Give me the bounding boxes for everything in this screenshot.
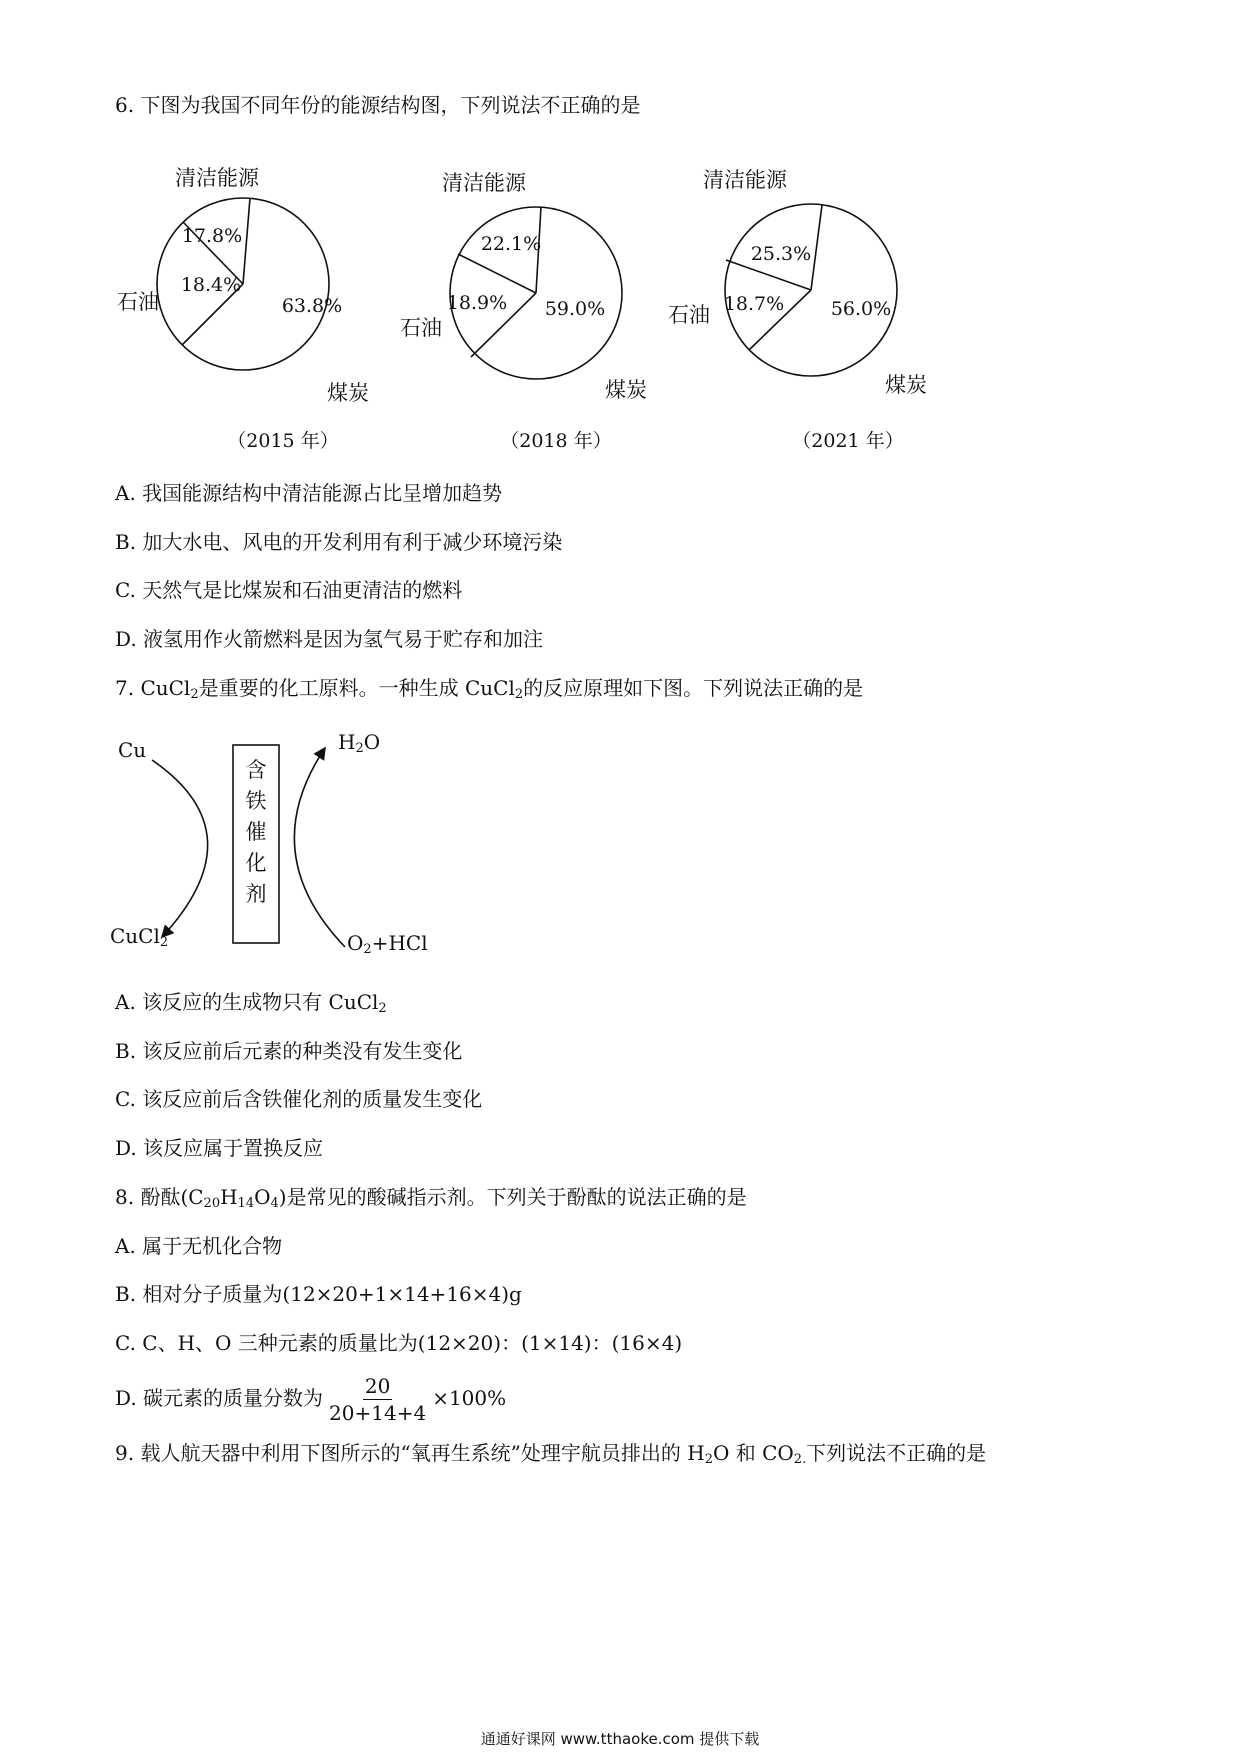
footer-download-credit: 通通好课网 www.tthaoke.com 提供下载 <box>480 1730 760 1748</box>
q6-option-a: A. 我国能源结构中清洁能源占比呈增加趋势 <box>115 481 503 505</box>
pie-slice-divider <box>811 205 822 290</box>
q8-option-a: A. 属于无机化合物 <box>115 1234 283 1258</box>
slice-value-oil: 18.9% <box>446 292 508 314</box>
slice-value-coal: 56.0% <box>830 298 892 320</box>
q8-option-d: D. 碳元素的质量分数为 $\frac{20}{20+14+4}$ ×100% <box>115 1374 507 1425</box>
slice-label-coal: 煤炭 <box>885 373 927 397</box>
label-cu: Cu <box>118 738 147 762</box>
slice-label-oil: 石油 <box>117 290 159 314</box>
slice-value-oil: 18.4% <box>180 274 242 296</box>
q7-option-a: A. 该反应的生成物只有 CuCl$_2$ <box>115 990 387 1016</box>
slice-value-clean: 25.3% <box>750 243 812 265</box>
chart-year-label: （2015 年） <box>227 430 339 452</box>
slice-label-clean: 清洁能源 <box>442 171 526 195</box>
slice-value-clean: 17.8% <box>181 225 243 247</box>
slice-label-oil: 石油 <box>668 303 710 327</box>
q8-option-b: B. 相对分子质量为(12×20+1×14+16×4)g <box>115 1282 522 1306</box>
energy-pie-charts <box>0 150 1240 470</box>
catalyst-char: 剂 <box>245 882 267 906</box>
label-h2o: H2O <box>338 730 381 756</box>
slice-value-coal: 63.8% <box>281 295 343 317</box>
q6-option-c: C. 天然气是比煤炭和石油更清洁的燃料 <box>115 578 463 602</box>
q8-option-c: C. C、H、O 三种元素的质量比为(12×20)：(1×14)：(16×4) <box>115 1331 683 1355</box>
q7-option-b: B. 该反应前后元素的种类没有发生变化 <box>115 1039 463 1063</box>
catalyst-char: 含 <box>245 758 267 782</box>
q6-option-d: D. 液氢用作火箭燃料是因为氢气易于贮存和加注 <box>115 627 544 651</box>
pie-chart-2015 <box>117 166 369 452</box>
arrow-cu-to-cucl2 <box>152 760 208 937</box>
catalyst-char: 铁 <box>245 789 267 813</box>
chart-year-label: （2018 年） <box>500 430 612 452</box>
catalyst-char: 化 <box>245 851 267 875</box>
pie-chart-2018 <box>400 171 647 452</box>
pie-chart-2021 <box>668 168 927 452</box>
slice-value-clean: 22.1% <box>480 233 542 255</box>
chart-year-label: （2021 年） <box>792 430 904 452</box>
q7-option-c: C. 该反应前后含铁催化剂的质量发生变化 <box>115 1087 483 1111</box>
label-cucl2: CuCl2 <box>110 924 169 950</box>
arrow-reactants-to-water <box>294 748 345 947</box>
slice-label-clean: 清洁能源 <box>703 168 787 192</box>
q7-stem: 7. CuCl$_2$是重要的化工原料。一种生成 CuCl$_2$的反应原理如下图。下列说法正确的是 <box>115 676 864 702</box>
slice-label-oil: 石油 <box>400 316 442 340</box>
pie-slice-divider <box>243 198 250 284</box>
q9-stem: 9. 载人航天器中利用下图所示的“氧再生系统”处理宇航员排出的 $H_2O$ 和 $CO_{2.}$下列说法不正确的是 <box>115 1441 987 1467</box>
q6-option-b: B. 加大水电、风电的开发利用有利于减少环境污染 <box>115 530 563 554</box>
slice-value-coal: 59.0% <box>544 298 606 320</box>
catalyst-char: 催 <box>245 820 267 844</box>
mass-fraction: $\frac{20}{20+14+4}$ <box>329 1374 427 1425</box>
q6-stem: 6. 下图为我国不同年份的能源结构图，下列说法不正确的是 <box>115 93 641 117</box>
slice-label-clean: 清洁能源 <box>175 166 259 190</box>
label-o2-hcl: O2+HCl <box>347 931 428 955</box>
reaction-diagram <box>110 725 470 955</box>
q7-option-d: D. 该反应属于置换反应 <box>115 1136 324 1160</box>
slice-label-coal: 煤炭 <box>327 381 369 405</box>
pie-slice-divider <box>458 254 536 293</box>
q8-stem: 8. 酚酞$(C_{20}H_{14}O_4)$是常见的酸碱指示剂。下列关于酚酞的说法正确的是 <box>115 1185 747 1211</box>
slice-value-oil: 18.7% <box>723 293 785 315</box>
slice-label-coal: 煤炭 <box>605 378 647 402</box>
